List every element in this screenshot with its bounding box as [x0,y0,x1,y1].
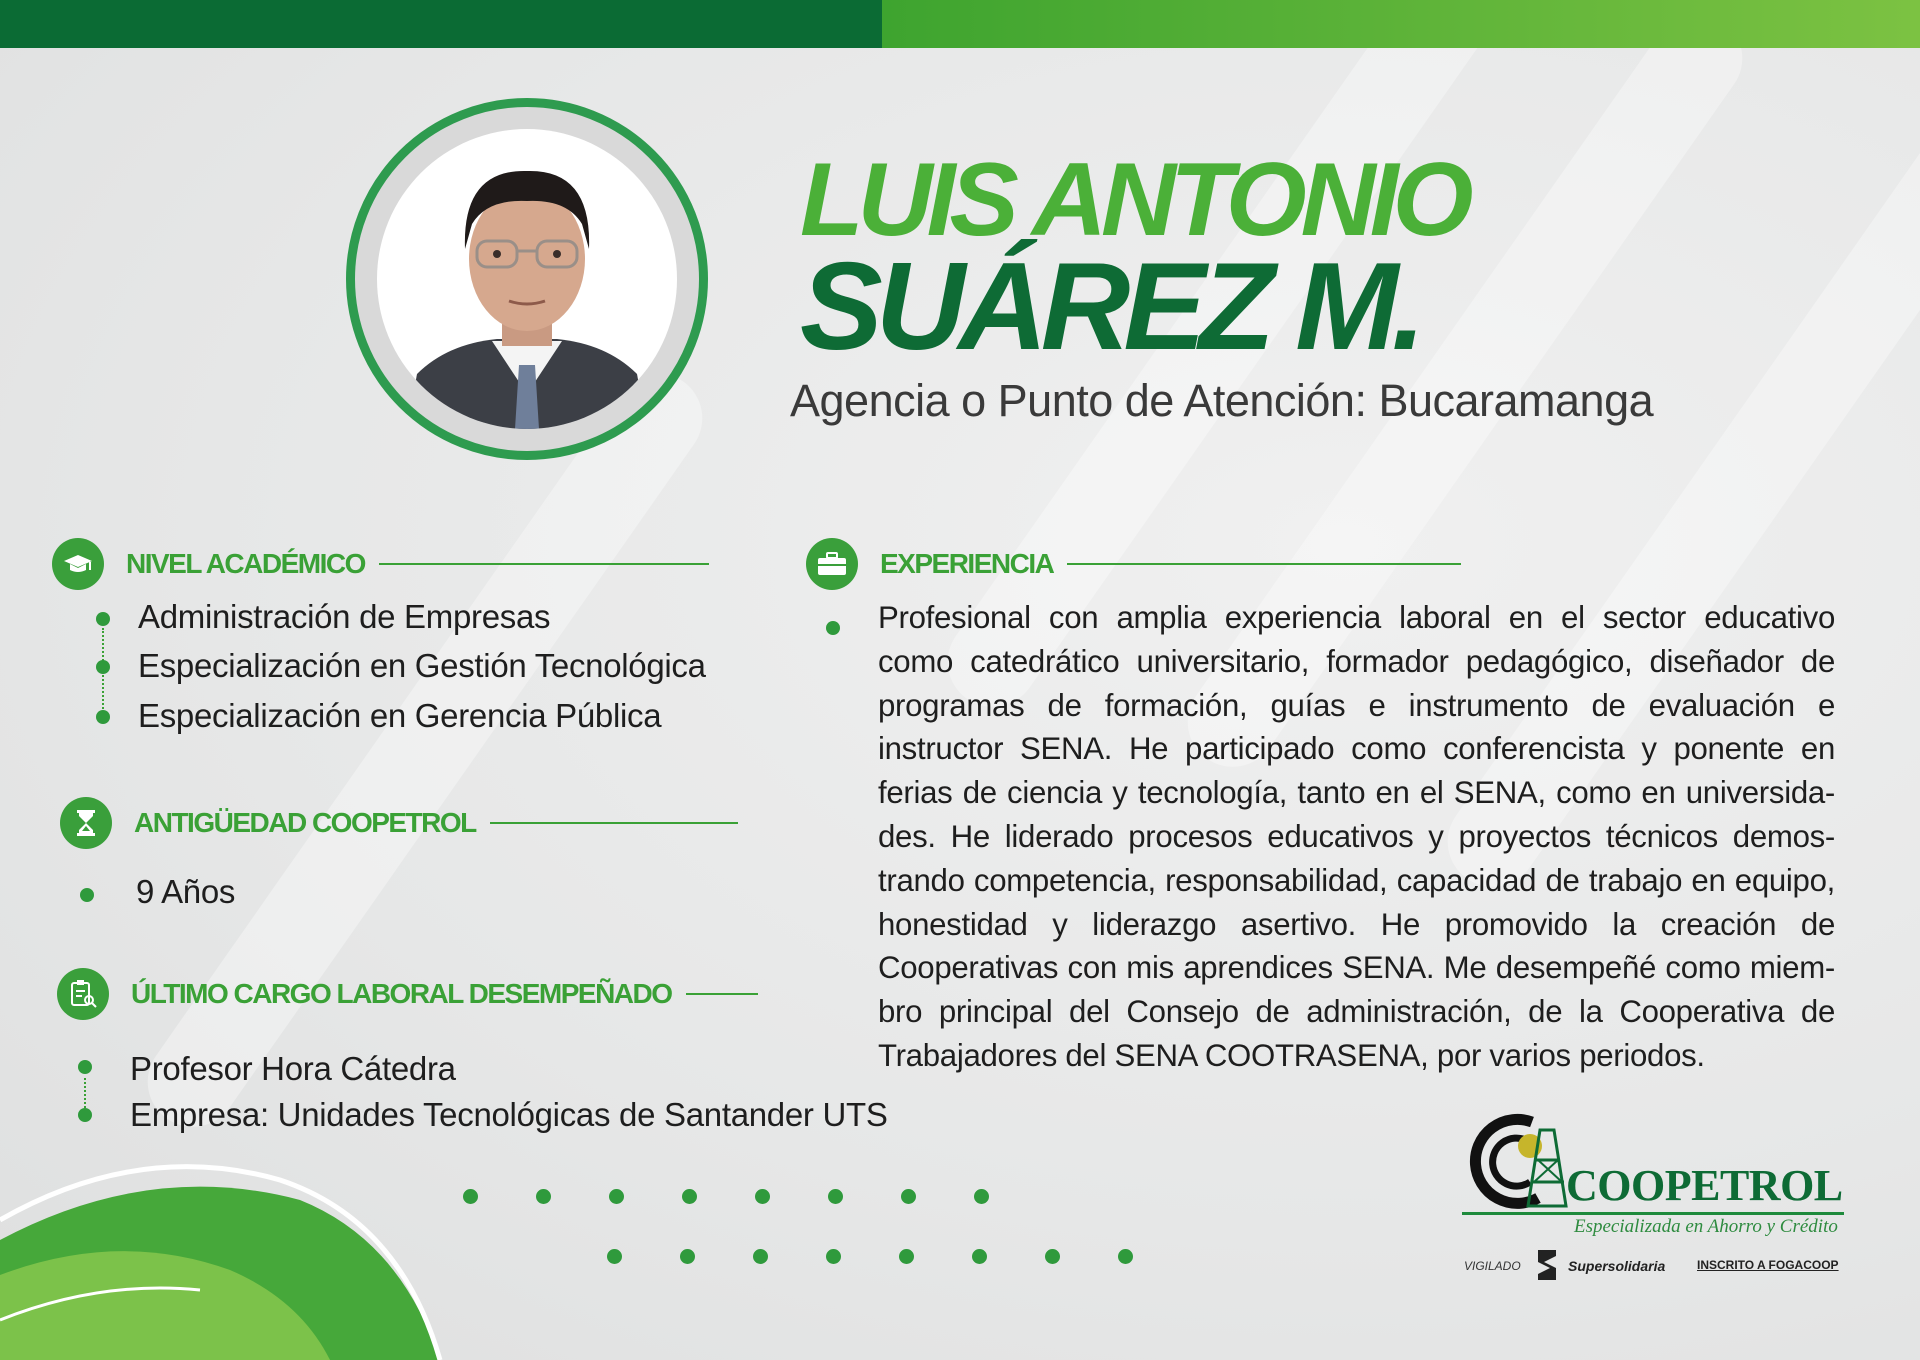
decorative-dot [899,1249,914,1264]
decorative-dot [974,1189,989,1204]
graduation-cap-icon [52,538,104,590]
bullet [78,1060,92,1074]
decorative-dot [1045,1249,1060,1264]
section-title: NIVEL ACADÉMICO [126,548,365,579]
section-last-job-heading [57,968,758,1020]
decorative-dot [463,1189,478,1204]
bullet [80,888,94,902]
top-bar-dark [0,0,882,48]
bullet [826,621,840,635]
agency-label: Agencia o Punto de Atención: Bucaramanga [790,375,1654,426]
experience-text: Profesional con amplia experiencia laboral en el sector educativo como catedrático universitario, formador pedagógico, diseñador de programas de formación, guías e instrumento de evaluación e instructor SENA. He participado como conferencista y ponente en ferias de ciencia y tecnología, tanto en el SENA, como en universida- des. He liderado procesos educativos y proyectos técnicos demos- trando competencia, responsabilidad, capacidad de trabajo en equipo, honestidad y liderazgo asertivo. He promovido la creación de Cooperativas con mis aprendices SENA. Me desempeñé como miem- bro principal del Consejo de administración, de la Cooperativa de Trabajadores del SENA COOTRASENA, por varios periodos. [878,600,1835,1073]
profile-photo-frame [346,98,708,460]
supersolidaria-icon [1534,1248,1560,1282]
hourglass-icon [60,797,112,849]
name-last: SUÁREZ M. [800,238,1419,376]
decorative-dot [536,1189,551,1204]
decorative-dot [755,1189,770,1204]
supersolidaria-label: Supersolidaria [1568,1258,1666,1274]
decorative-dot [1118,1249,1133,1264]
top-bar [0,0,1920,48]
section-title: ANTIGÜEDAD COOPETROL [134,807,476,838]
background-stripe [130,356,720,1145]
section-rule [379,563,709,565]
decorative-dot [972,1249,987,1264]
section-experience-heading [806,538,1461,590]
decorative-dot [607,1249,622,1264]
decorative-dot [828,1189,843,1204]
fogacoop-label: INSCRITO A FOGACOOP [1697,1258,1839,1272]
vigilado-label: VIGILADO [1464,1259,1521,1273]
clipboard-search-icon [57,968,109,1020]
last-job-item: Empresa: Unidades Tecnológicas de Santander UTS [130,1096,888,1133]
logo-rule [1462,1212,1844,1215]
decorative-dot [682,1189,697,1204]
name-first: LUIS ANTONIO [800,142,1468,258]
decorative-dot [753,1249,768,1264]
bullet [96,612,110,626]
decorative-swoosh [0,1120,460,1360]
decorative-dot [680,1249,695,1264]
logo-brand: COOPETROL [1566,1161,1843,1210]
top-bar-light [882,0,1920,48]
profile-photo [377,129,677,429]
decorative-dot [901,1189,916,1204]
bullet [96,660,110,674]
section-rule [1067,563,1461,565]
section-seniority-heading [60,797,738,849]
section-rule [686,993,758,995]
briefcase-icon [806,538,858,590]
section-academic-heading [52,538,709,590]
coopetrol-logo-icon [1462,1110,1572,1210]
decorative-dot [826,1249,841,1264]
logo-tagline: Especializada en Ahorro y Crédito [1574,1216,1838,1237]
academic-item: Especialización en Gestión Tecnológica [138,647,706,684]
decorative-dot [609,1189,624,1204]
academic-item: Administración de Empresas [138,598,551,635]
section-title: ÚLTIMO CARGO LABORAL DESEMPEÑADO [131,978,672,1009]
bullet [96,710,110,724]
section-rule [490,822,738,824]
academic-item: Especialización en Gerencia Pública [138,697,662,734]
last-job-item: Profesor Hora Cátedra [130,1050,456,1087]
seniority-item: 9 Años [136,873,236,910]
section-title: EXPERIENCIA [880,548,1054,579]
